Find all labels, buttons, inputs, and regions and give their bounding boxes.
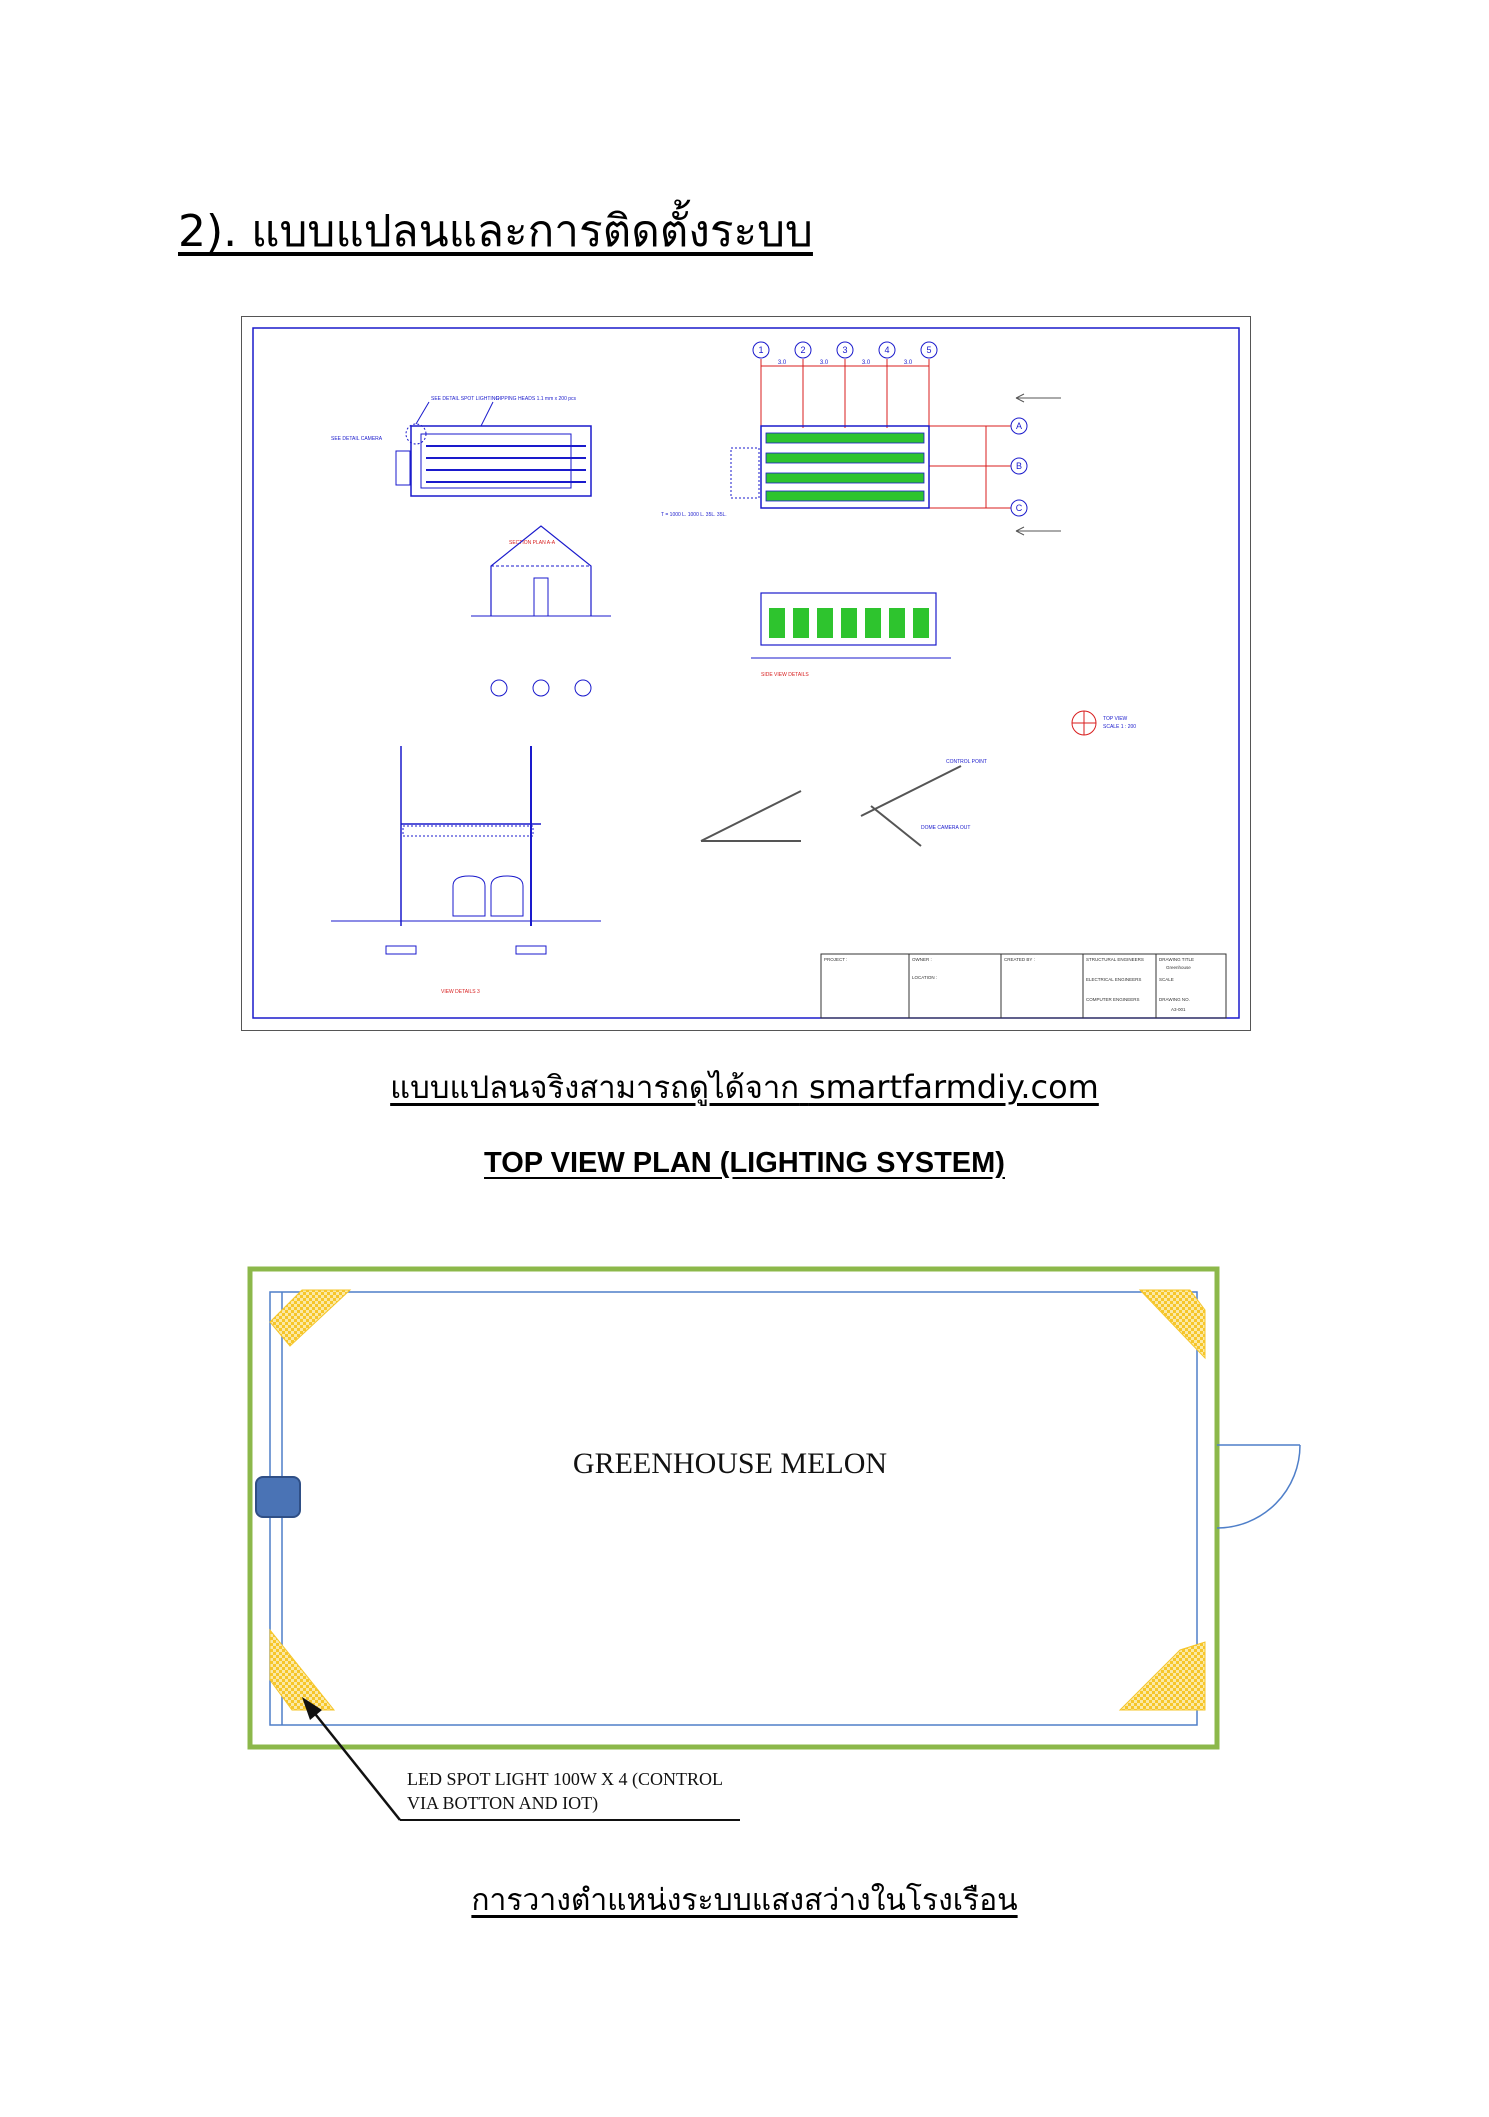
grid-number-5: 5 xyxy=(926,345,932,355)
drawing-caption-url[interactable]: smartfarmdiy.com xyxy=(808,1068,1099,1106)
page-heading: 2). แบบแปลนและการติดตั้งระบบ xyxy=(178,206,813,257)
tb-computer: COMPUTER ENGINEERS xyxy=(1086,997,1140,1002)
drawing-caption-thai: แบบแปลนจริงสามารถดูได้จาก xyxy=(390,1070,800,1106)
grid-letter-c: C xyxy=(1015,503,1023,513)
view-details-label: VIEW DETAILS 3 xyxy=(441,989,480,995)
scale-label: SCALE 1 : 200 xyxy=(1103,724,1137,730)
door-icon xyxy=(1217,1445,1300,1528)
control-point-label: CONTROL POINT xyxy=(946,759,987,765)
tb-drawing-no: DRAWING NO. xyxy=(1159,997,1190,1002)
dim-3: 3.0 xyxy=(861,360,871,366)
section-plan-label: SECTION PLAN A-A xyxy=(509,540,556,546)
tb-drawing-title: DRAWING TITLE xyxy=(1159,957,1195,962)
dipping-heads-label: DIPPING HEADS 1.1 mm x 200 pcs xyxy=(496,396,577,402)
see-detail-camera-label: SEE DETAIL CAMERA xyxy=(331,436,383,442)
greenhouse-label: GREENHOUSE MELON xyxy=(572,1447,888,1480)
see-detail-spot-label: SEE DETAIL SPOT LIGHTING xyxy=(431,396,500,402)
grid-letter-b: B xyxy=(1015,461,1023,471)
tb-electrical: ELECTRICAL ENGINEERS xyxy=(1086,977,1142,982)
plan-title: TOP VIEW PLAN (LIGHTING SYSTEM) xyxy=(484,1147,1005,1179)
grid-number-2: 2 xyxy=(800,345,806,355)
dim-2: 3.0 xyxy=(819,360,829,366)
tb-structural: STRUCTURAL ENGINEERS xyxy=(1086,957,1144,962)
lighting-plan xyxy=(240,1250,1320,1830)
cad-drawing-sheet xyxy=(241,316,1251,1031)
top-view-label: TOP VIEW xyxy=(1103,716,1128,722)
grid-number-1: 1 xyxy=(758,345,764,355)
tb-drawing-no-value: A3-001 xyxy=(1171,1007,1186,1012)
tb-drawing-title-value: Greenhouse xyxy=(1166,965,1191,970)
dim-1: 3.0 xyxy=(777,360,787,366)
tank-note: T = 1000 L. 1000 L. 35L. 35L. xyxy=(661,512,727,518)
tb-location: LOCATION : xyxy=(912,975,938,980)
dome-camera-label: DOME CAMERA OUT xyxy=(921,825,971,831)
plan-caption: การวางตำแหน่งระบบแสงสว่างในโรงเรือน xyxy=(471,1883,1018,1918)
callout-line-1: LED SPOT LIGHT 100W X 4 (CONTROL xyxy=(407,1769,723,1789)
callout-line-2: VIA BOTTON AND IOT) xyxy=(407,1793,599,1813)
dim-4: 3.0 xyxy=(903,360,913,366)
grid-number-3: 3 xyxy=(842,345,848,355)
grid-letter-a: A xyxy=(1015,421,1023,431)
control-box-icon xyxy=(256,1477,300,1517)
tb-owner: OWNER : xyxy=(912,957,932,962)
tb-scale: SCALE xyxy=(1159,977,1174,982)
tb-project: PROJECT : xyxy=(824,957,848,962)
sheet-outer-border xyxy=(242,317,1251,1031)
side-view-label: SIDE VIEW DETAILS xyxy=(761,672,809,678)
drawing-caption xyxy=(0,1062,1489,1112)
greenhouse-outer-wall xyxy=(250,1269,1217,1747)
tb-created-by: CREATED BY : xyxy=(1004,957,1035,962)
grid-number-4: 4 xyxy=(884,345,890,355)
